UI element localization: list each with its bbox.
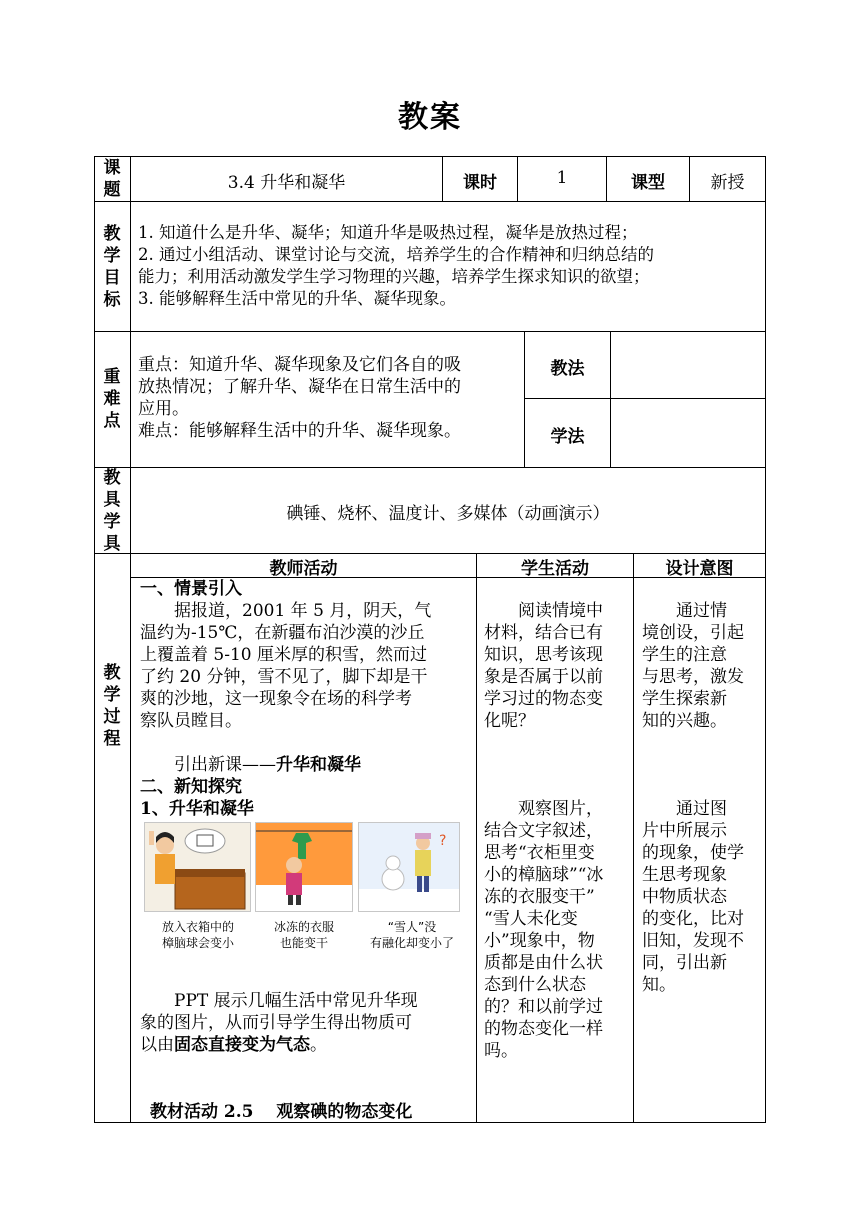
col-header-teacher: 教师活动 xyxy=(269,559,338,579)
col-header-student: 学生活动 xyxy=(521,559,589,579)
paragraph-line: 的？和以前学过 xyxy=(484,997,603,1017)
topic-value: 3.4 升华和凝华 xyxy=(227,173,346,193)
design-intent-1 xyxy=(642,600,764,732)
topic-label: 课题 xyxy=(103,158,121,200)
tools-label: 教具学具 xyxy=(103,468,121,554)
objectives-text xyxy=(138,222,762,310)
objective-line: 2. 通过小组活动、课堂讨论与交流，培养学生的合作精神和归纳总结的 xyxy=(138,245,654,264)
paragraph-line: 吗。 xyxy=(484,1041,518,1061)
paragraph-line: 思考“衣柜里变 xyxy=(484,843,595,863)
paragraph-line: 材料，结合已有 xyxy=(484,623,603,643)
paragraph-line: 知识，思考该现 xyxy=(484,645,603,665)
paragraph-line: 上覆盖着 5-10 厘米厚的积雪，然而过 xyxy=(140,645,427,665)
page-title: 教案 xyxy=(398,100,462,135)
paragraph-line: 冻的衣服变干” xyxy=(484,887,595,907)
key-point-line: 应用。 xyxy=(138,399,189,419)
paragraph-line: 通过情 xyxy=(676,601,727,621)
lead-in-topic: 升华和凝华 xyxy=(276,755,361,775)
paragraph-line: 温约为-15℃，在新疆布泊沙漠的沙丘 xyxy=(140,623,425,643)
key-points-label: 重难点 xyxy=(103,367,121,431)
paragraph-line: 态到什么状态 xyxy=(484,975,586,995)
paragraph-line: 的现象，使学 xyxy=(642,843,744,863)
key-point-line: 放热情况；了解升华、凝华在日常生活中的 xyxy=(138,377,461,397)
key-point-line: 重点：知道升华、凝华现象及它们各自的吸 xyxy=(138,355,461,375)
paragraph-line: 结合文字叙述， xyxy=(484,821,603,841)
caption-camphor xyxy=(140,919,256,951)
paragraph-line: 旧知，发现不 xyxy=(642,931,744,951)
paragraph-line: 的物态变化一样 xyxy=(484,1019,603,1039)
key-points-text xyxy=(138,354,522,442)
paragraph-line: 化呢？ xyxy=(484,711,535,731)
paragraph-line: 象的图片，从而引导学生得出物质可 xyxy=(140,1013,412,1033)
paragraph-line: 了约 20 分钟，雪不见了，脚下却是干 xyxy=(140,667,428,687)
paragraph-line: 的变化，比对 xyxy=(642,909,744,929)
teacher-activity xyxy=(140,578,472,820)
student-activity-2 xyxy=(484,798,632,1062)
paragraph-line: 中物质状态 xyxy=(642,887,727,907)
subsection-heading: 1、升华和凝华 xyxy=(140,799,254,819)
process-label: 教学过程 xyxy=(103,663,121,749)
emphasis-text: 固态直接变为气态 xyxy=(174,1035,310,1055)
section-heading: 二、新知探究 xyxy=(140,777,242,797)
caption-line: 冰冻的衣服 xyxy=(273,920,334,934)
paragraph-line: 察队员瞠目。 xyxy=(140,711,242,731)
paragraph-line: 小”现象中，物 xyxy=(484,931,595,951)
type-value: 新授 xyxy=(710,173,745,193)
paragraph-line: 与思考，激发 xyxy=(642,667,744,687)
section-heading: 一、情景引入 xyxy=(140,579,242,599)
caption-snowman xyxy=(354,919,470,951)
paragraph-line: 同，引出新 xyxy=(642,953,727,973)
objective-line: 1. 知道什么是升华、凝华；知道升华是吸热过程，凝华是放热过程； xyxy=(138,223,638,242)
svg-text:?: ? xyxy=(439,833,447,849)
picture-camphor-suitcase xyxy=(144,822,251,912)
method-label: 教法 xyxy=(550,359,585,379)
activity-heading: 教材活动 2.5 观察碘的物态变化 xyxy=(150,1102,413,1122)
objective-line: 能力；利用活动激发学生学习物理的兴趣，培养学生探求知识的欲望； xyxy=(138,267,650,286)
caption-line: 樟脑球会变小 xyxy=(161,936,234,950)
student-activity-1 xyxy=(484,600,630,732)
lead-in-line xyxy=(140,754,472,776)
caption-clothes xyxy=(250,919,358,951)
lead-in-prefix: 引出新课—— xyxy=(174,755,276,775)
paragraph-line: “雪人未化变 xyxy=(484,909,578,929)
ppt-paragraph xyxy=(140,990,472,1056)
paragraph-line: 通过图 xyxy=(676,799,727,819)
caption-line: 放入衣箱中的 xyxy=(161,920,234,934)
picture-frozen-clothes xyxy=(255,822,353,912)
paragraph-line: 象是否属于以前 xyxy=(484,667,603,687)
hours-label: 课时 xyxy=(463,173,497,193)
tools-value: 碘锤、烧杯、温度计、多媒体（动画演示） xyxy=(286,504,610,524)
paragraph-line: 片中所展示 xyxy=(642,821,727,841)
col-header-intent: 设计意图 xyxy=(665,559,734,579)
paragraph-line: 观察图片， xyxy=(518,799,603,819)
paragraph-line: 质都是由什么状 xyxy=(484,953,603,973)
paragraph-line: 小的樟脑球”“冰 xyxy=(484,865,604,885)
paragraph-line: 阅读情境中 xyxy=(518,601,603,621)
paragraph-line: 知。 xyxy=(642,975,676,995)
text-span: 。 xyxy=(310,1035,327,1055)
paragraph-line: 知的兴趣。 xyxy=(642,711,727,731)
objectives-label: 教学目标 xyxy=(103,224,121,310)
paragraph-line xyxy=(140,1034,472,1056)
paragraph-line: 学生探索新 xyxy=(642,689,727,709)
paragraph-line: 爽的沙地，这一现象令在场的科学考 xyxy=(140,689,412,709)
paragraph-line: 境创设，引起 xyxy=(642,623,744,643)
paragraph-line: 据报道，2001 年 5 月，阴天，气 xyxy=(174,601,432,621)
paragraph-line: 生思考现象 xyxy=(642,865,727,885)
type-label: 课型 xyxy=(631,173,665,193)
picture-snowman xyxy=(358,822,460,912)
objective-line: 3. 能够解释生活中常见的升华、凝华现象。 xyxy=(138,289,456,308)
caption-line: 有融化却变小了 xyxy=(369,936,454,950)
paragraph-line: 学生的注意 xyxy=(642,645,727,665)
design-intent-2 xyxy=(642,798,764,996)
paragraph-line: PPT 展示几幅生活中常见升华现 xyxy=(174,991,418,1011)
study-label: 学法 xyxy=(550,427,585,447)
paragraph-line: 学习过的物态变 xyxy=(484,689,603,709)
hours-value: 1 xyxy=(556,168,568,188)
caption-line: 也能变干 xyxy=(279,936,328,950)
key-point-line: 难点：能够解释生活中的升华、凝华现象。 xyxy=(138,421,461,441)
caption-line: “雪人”没 xyxy=(387,920,437,934)
text-span: 以由 xyxy=(140,1035,174,1055)
